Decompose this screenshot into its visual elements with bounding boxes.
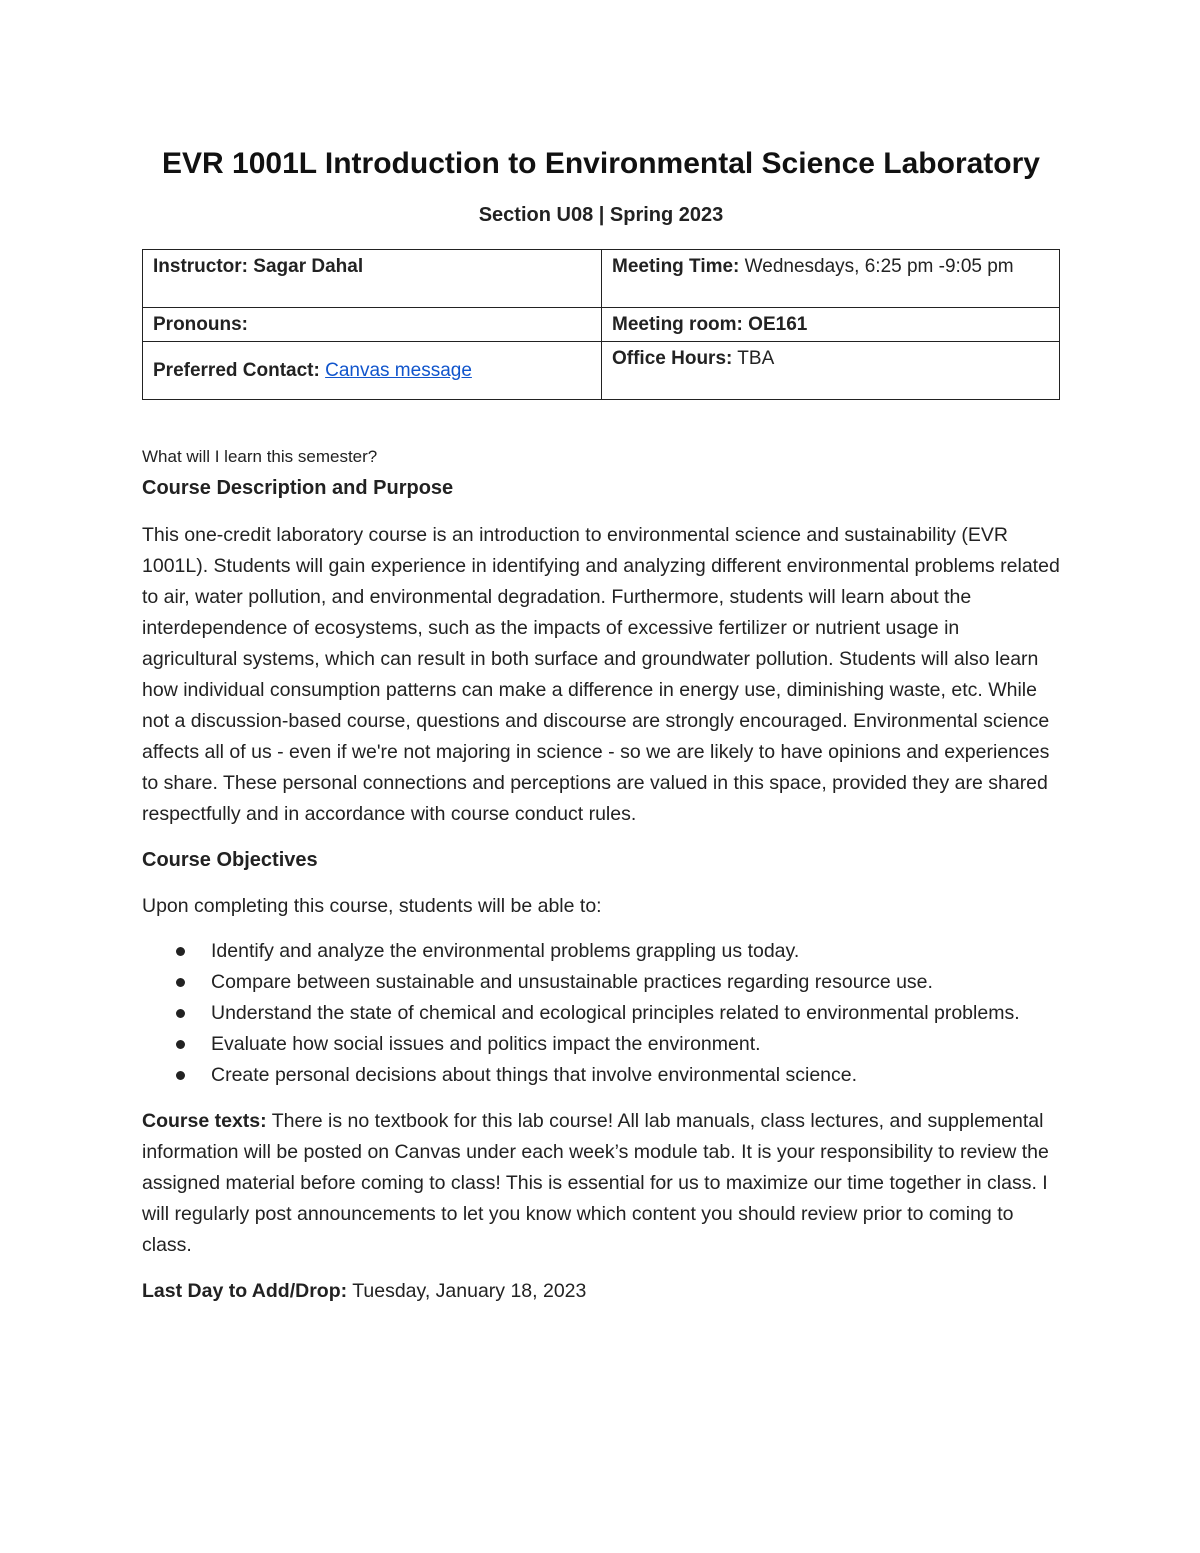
bullet-icon	[176, 1040, 185, 1049]
meeting-time-value: Wednesdays, 6:25 pm -9:05 pm	[744, 256, 1014, 277]
list-item	[142, 936, 1060, 967]
table-row	[143, 308, 1060, 342]
instructor-value: Sagar Dahal	[253, 256, 364, 277]
add-drop-paragraph	[142, 1276, 1060, 1307]
table-row	[143, 342, 1060, 400]
learn-question: What will I learn this semester?	[142, 447, 378, 466]
instructor-cell	[143, 250, 602, 308]
objective-text: Create personal decisions about things that involve environmental science.	[211, 1064, 858, 1086]
list-item	[142, 1029, 1060, 1060]
meeting-room-cell	[602, 308, 1060, 342]
instructor-label: Instructor:	[153, 256, 248, 277]
list-item	[142, 998, 1060, 1029]
objective-text: Identify and analyze the environmental problems grappling us today.	[211, 940, 800, 962]
objective-text: Compare between sustainable and unsustainable practices regarding resource use.	[211, 971, 933, 993]
syllabus-page	[142, 140, 1060, 1307]
document-title: EVR 1001L Introduction to Environmental Science Laboratory	[162, 147, 1040, 180]
add-drop-label: Last Day to Add/Drop:	[142, 1280, 348, 1302]
course-texts-body: There is no textbook for this lab course! All lab manuals, class lectures, and supplemental information will be posted on Canvas under each week’s module tab. It is your responsibility to review the assigned material before coming to class! This is essential for us to maximize our time together in class. I will regularly post announcements to let you know which content you should review prior to coming to class.	[142, 1110, 1049, 1256]
meeting-time-label: Meeting Time:	[612, 256, 740, 277]
office-hours-cell	[602, 342, 1060, 400]
description-body: This one-credit laboratory course is an introduction to environmental science and sustainability (EVR 1001L). Students will gain experience in identifying and analyzing different environmental problems related to air, water pollution, and environmental degradation. Furthermore, students will learn about the interdependence of ecosystems, such as the impacts of excessive fertilizer or nutrient usage in agricultural systems, which can result in both surface and groundwater pollution. Students will also learn how individual consumption patterns can make a difference in energy use, diminishing waste, etc. While not a discussion-based course, questions and discourse are strongly encouraged. Environmental science affects all of us - even if we're not majoring in science - so we are likely to have opinions and experiences to share. These personal connections and perceptions are valued in this space, provided they are shared respectfully and in accordance with course conduct rules.	[142, 524, 1060, 825]
course-info-table	[142, 249, 1060, 400]
list-item	[142, 1060, 1060, 1091]
list-item	[142, 967, 1060, 998]
pronouns-cell	[143, 308, 602, 342]
office-hours-value: TBA	[737, 348, 775, 369]
pronouns-label: Pronouns:	[153, 314, 248, 335]
meeting-room-value: OE161	[748, 314, 808, 335]
objective-text: Understand the state of chemical and ecological principles related to environmental problems.	[211, 1002, 1020, 1024]
bullet-icon	[176, 978, 185, 987]
course-texts-paragraph	[142, 1106, 1060, 1261]
table-row	[143, 250, 1060, 308]
canvas-message-link[interactable]: Canvas message	[325, 360, 472, 381]
objectives-list	[142, 936, 1060, 1091]
objectives-intro: Upon completing this course, students will be able to:	[142, 895, 602, 917]
objectives-heading: Course Objectives	[142, 849, 318, 871]
meeting-time-cell	[602, 250, 1060, 308]
course-texts-label: Course texts:	[142, 1110, 267, 1132]
office-hours-label: Office Hours:	[612, 348, 733, 369]
document-subtitle: Section U08 | Spring 2023	[478, 204, 724, 226]
bullet-icon	[176, 1009, 185, 1018]
meeting-room-label: Meeting room:	[612, 314, 743, 335]
bullet-icon	[176, 1071, 185, 1080]
add-drop-value: Tuesday, January 18, 2023	[352, 1280, 587, 1302]
contact-label: Preferred Contact:	[153, 360, 320, 381]
bullet-icon	[176, 947, 185, 956]
contact-cell	[143, 342, 602, 400]
description-heading: Course Description and Purpose	[142, 477, 454, 499]
objective-text: Evaluate how social issues and politics impact the environment.	[211, 1033, 761, 1055]
